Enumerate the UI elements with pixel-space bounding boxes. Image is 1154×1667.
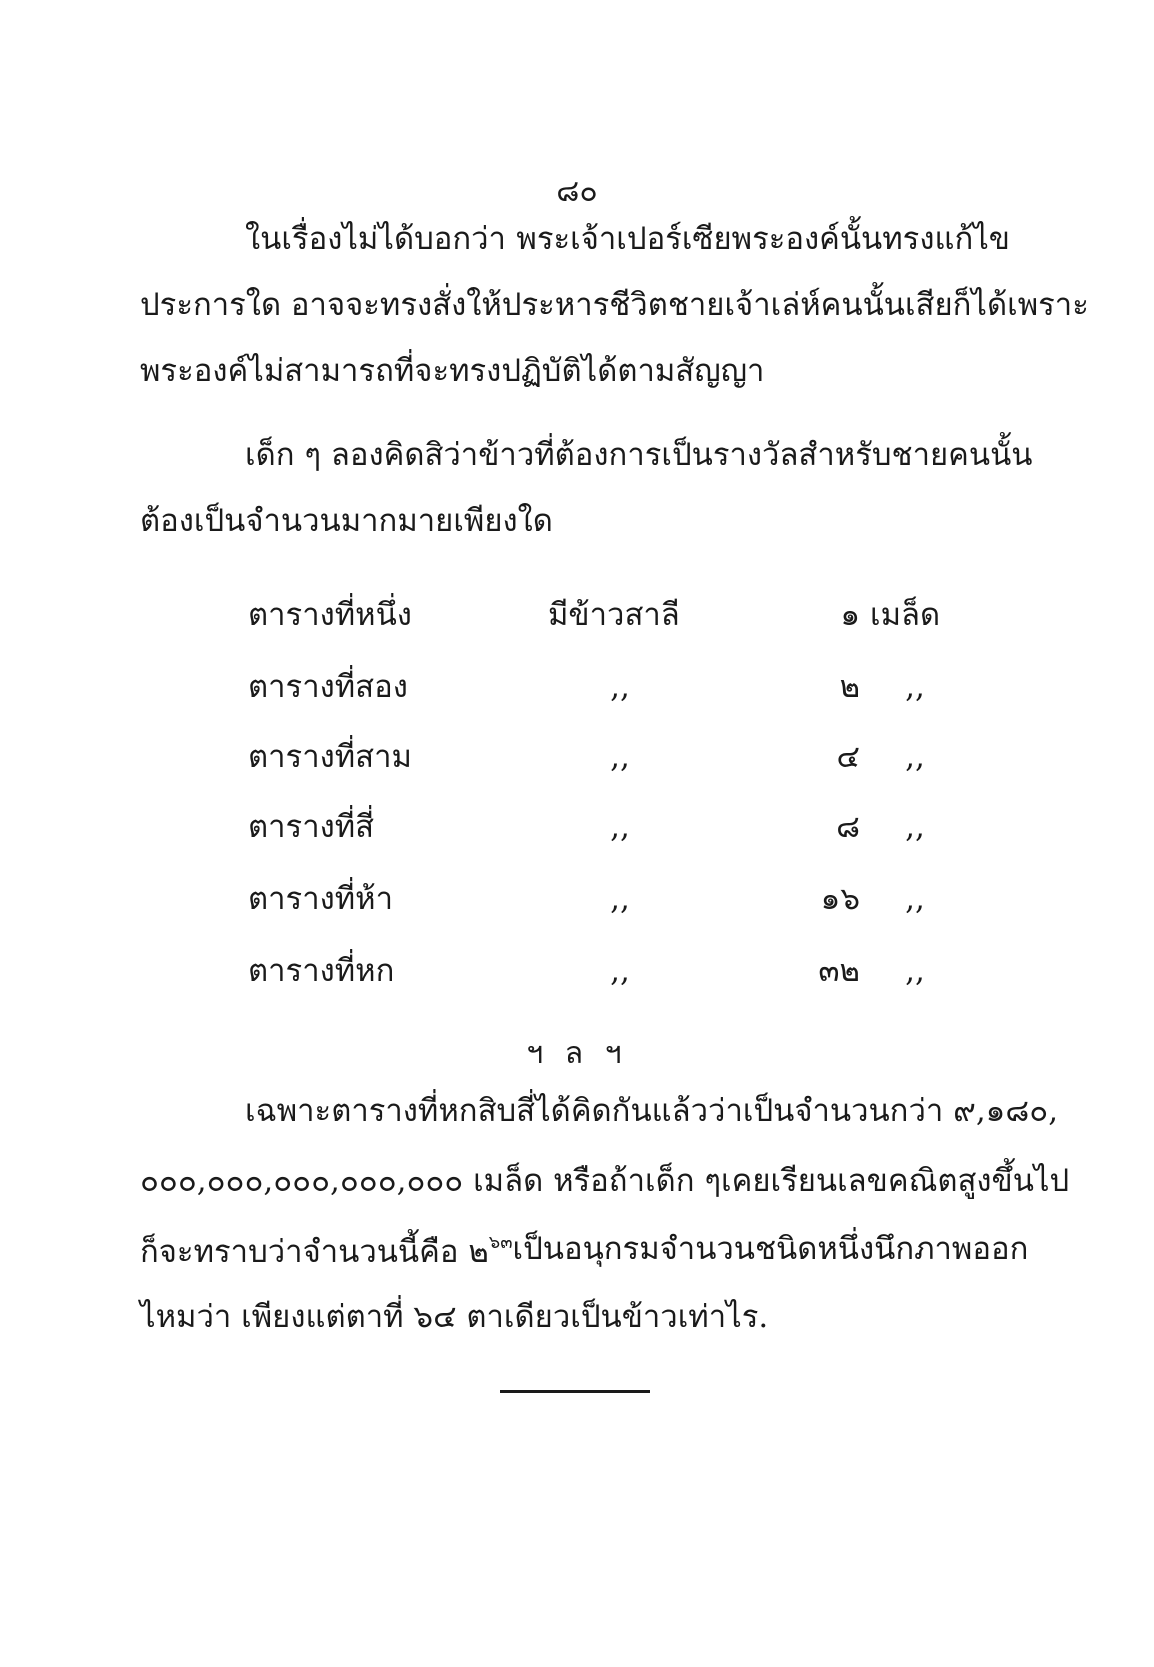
table-cell-name: ตารางที่หก bbox=[248, 953, 395, 989]
table-cell-unit: ,, bbox=[905, 881, 925, 917]
table-cell-name: ตารางที่สาม bbox=[248, 739, 412, 775]
text-segment: ก็จะทราบว่าจำนวนนี้คือ ๒ bbox=[140, 1234, 489, 1270]
text-segment bbox=[140, 1234, 513, 1268]
table-cell-unit: ,, bbox=[905, 809, 925, 845]
paragraph-3-line-1 bbox=[245, 1093, 1059, 1129]
table-cell-name: ตารางที่สี่ bbox=[248, 809, 375, 845]
table-cell-name: ตารางที่สอง bbox=[248, 669, 408, 705]
table-cell-number: ๑๖ bbox=[820, 881, 860, 917]
table-cell-number: ๘ bbox=[836, 809, 860, 845]
paragraph-2-line-1 bbox=[245, 437, 1033, 473]
text-segment: พระเจ้าเปอร์เซียพระองค์นั้นทรงแก้ไข bbox=[516, 221, 1010, 257]
text-segment: เด็ก ๆ ลองคิดสิว่า bbox=[245, 437, 479, 473]
text-segment: ๐๐๐,๐๐๐,๐๐๐,๐๐๐,๐๐๐ เมล็ด หรือถ้าเด็ก ๆ bbox=[140, 1163, 721, 1199]
table-cell-item: ,, bbox=[610, 669, 630, 705]
table-cell-item: ,, bbox=[610, 881, 630, 917]
table-cell-item: ,, bbox=[610, 809, 630, 845]
table-cell-number: ๓๒ bbox=[818, 953, 860, 989]
table-cell-number: ๒ bbox=[839, 669, 860, 705]
paragraph-3-line-4: ไหมว่า เพียงแต่ตาที่ ๖๔ ตาเดียวเป็นข้าวเท่าไร. bbox=[140, 1299, 769, 1335]
paragraph-2-line-2: ต้องเป็นจำนวนมากมายเพียงใด bbox=[140, 503, 553, 539]
page-number: ๘๐ bbox=[556, 174, 598, 209]
table-cell-item: ,, bbox=[610, 739, 630, 775]
text-segment: ประการใด อาจจะทรงสั่งให้ประหารชีวิตชายเจ้าเล่ห์คนนั้นเสียก็ได้ bbox=[140, 287, 1008, 323]
text-segment: ในเรื่องไม่ได้บอกว่า bbox=[245, 221, 506, 257]
table-cell-number: ๑ bbox=[840, 597, 860, 633]
text-segment: เป็นอนุกรมจำนวนชนิดหนึ่ง bbox=[512, 1231, 875, 1267]
text-segment: เฉพาะตารางที่หกสิบสี่ได้คิดกันแล้วว่า bbox=[245, 1093, 743, 1129]
paragraph-1-line-1 bbox=[245, 221, 1010, 257]
end-rule-divider bbox=[500, 1390, 650, 1393]
paragraph-1-line-2 bbox=[140, 287, 1089, 323]
table-cell-unit: ,, bbox=[905, 739, 925, 775]
paragraph-3-line-3 bbox=[140, 1231, 1029, 1270]
table-cell-item: มีข้าวสาลี bbox=[548, 597, 680, 633]
table-cell-unit: ,, bbox=[905, 953, 925, 989]
text-segment: เคยเรียนเลขคณิตสูงขึ้นไป bbox=[720, 1163, 1070, 1199]
table-cell-name: ตารางที่หนึ่ง bbox=[248, 597, 412, 633]
text-segment: นึกภาพออก bbox=[874, 1231, 1029, 1267]
text-segment: ข้าวที่ต้องการเป็นรางวัลสำหรับชายคนนั้น bbox=[478, 437, 1033, 473]
text-segment: เพราะ bbox=[1007, 287, 1089, 323]
table-cell-unit: ,, bbox=[905, 669, 925, 705]
table-cell-name: ตารางที่ห้า bbox=[248, 881, 394, 917]
paragraph-3-line-2 bbox=[140, 1163, 1070, 1199]
etcetera-mark: ฯ ล ฯ bbox=[526, 1036, 628, 1071]
table-cell-unit: เมล็ด bbox=[870, 597, 941, 633]
table-cell-item: ,, bbox=[610, 953, 630, 989]
exponent: ๖๓ bbox=[488, 1232, 513, 1253]
paragraph-1-line-3: พระองค์ไม่สามารถที่จะทรงปฏิบัติได้ตามสัญญา bbox=[140, 353, 765, 389]
table-cell-number: ๔ bbox=[836, 739, 860, 775]
text-segment: เป็นจำนวนกว่า ๙,๑๘๐, bbox=[742, 1093, 1059, 1129]
